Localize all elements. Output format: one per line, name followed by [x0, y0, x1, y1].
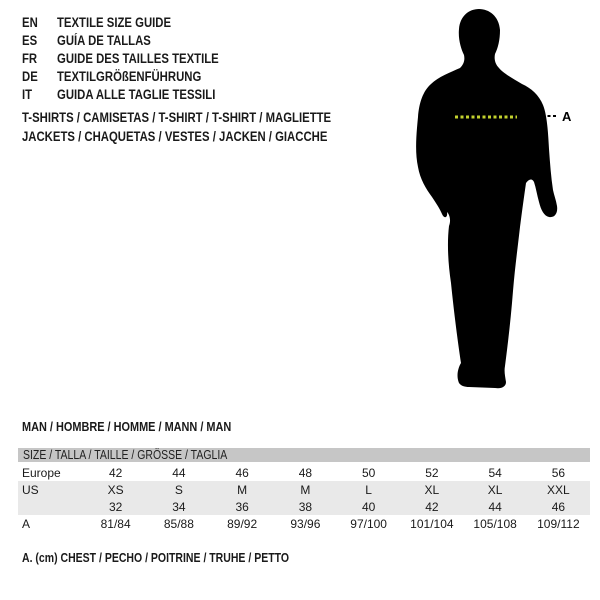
category-line-tshirts: T-SHIRTS / CAMISETAS / T-SHIRT / T-SHIRT / MAGLIETTE	[22, 110, 332, 125]
table-cell: XL	[464, 481, 527, 498]
table-cell: XS	[84, 481, 147, 498]
language-code: FR	[22, 51, 38, 66]
table-cell: 109/112	[527, 515, 590, 532]
table-row-europe	[18, 463, 590, 481]
table-cell: XXL	[527, 481, 590, 498]
table-row-chest	[18, 515, 590, 532]
table-cell: 40	[337, 498, 400, 515]
table-cell: 46	[527, 498, 590, 515]
table-cell: 81/84	[84, 515, 147, 532]
table-cell: 89/92	[211, 515, 274, 532]
row-label	[18, 498, 84, 515]
table-cell: 42	[400, 498, 463, 515]
table-cell: 44	[464, 498, 527, 515]
table-cell: 36	[211, 498, 274, 515]
table-cell: 44	[147, 463, 210, 481]
language-code: EN	[22, 15, 38, 30]
silhouette-body	[416, 9, 557, 388]
table-cell: 42	[84, 463, 147, 481]
row-label: Europe	[18, 463, 84, 481]
language-title: GUIDA ALLE TAGLIE TESSILI	[57, 87, 216, 102]
table-cell: 85/88	[147, 515, 210, 532]
row-label: A	[18, 515, 84, 532]
section-heading-man: MAN / HOMBRE / HOMME / MANN / MAN	[22, 419, 232, 434]
table-header-row	[18, 448, 590, 463]
language-title: GUÍA DE TALLAS	[57, 33, 151, 48]
garment-categories	[22, 110, 390, 148]
measure-label-a: A	[562, 109, 572, 124]
row-label: US	[18, 481, 84, 498]
table-cell: 32	[84, 498, 147, 515]
silhouette-svg	[405, 5, 575, 400]
table-cell: S	[147, 481, 210, 498]
table-cell: 93/96	[274, 515, 337, 532]
language-code: DE	[22, 69, 38, 84]
man-silhouette-figure	[405, 5, 575, 400]
table-cell: 46	[211, 463, 274, 481]
language-title: TEXTILGRÖßENFÜHRUNG	[57, 69, 202, 84]
table-header: SIZE / TALLA / TAILLE / GRÖSSE / TAGLIA	[18, 448, 590, 463]
table-cell: 54	[464, 463, 527, 481]
size-table-container	[18, 448, 590, 532]
table-cell: 56	[527, 463, 590, 481]
table-cell: M	[274, 481, 337, 498]
table-row-numeric	[18, 498, 590, 515]
table-cell: 50	[337, 463, 400, 481]
table-cell: 48	[274, 463, 337, 481]
language-code: IT	[22, 87, 33, 102]
language-title: GUIDE DES TAILLES TEXTILE	[57, 51, 219, 66]
table-cell: 97/100	[337, 515, 400, 532]
language-code: ES	[22, 33, 38, 48]
category-line-jackets: JACKETS / CHAQUETAS / VESTES / JACKEN / GIACCHE	[22, 129, 328, 144]
table-cell: 101/104	[400, 515, 463, 532]
measurement-footnote: A. (cm) CHEST / PECHO / POITRINE / TRUHE / PETTO	[22, 551, 290, 565]
table-cell: 38	[274, 498, 337, 515]
size-table	[18, 448, 590, 532]
table-cell: 52	[400, 463, 463, 481]
language-title: TEXTILE SIZE GUIDE	[57, 15, 172, 30]
table-cell: 105/108	[464, 515, 527, 532]
table-cell: 34	[147, 498, 210, 515]
table-cell: XL	[400, 481, 463, 498]
table-cell: L	[337, 481, 400, 498]
table-row-us	[18, 481, 590, 498]
table-cell: M	[211, 481, 274, 498]
